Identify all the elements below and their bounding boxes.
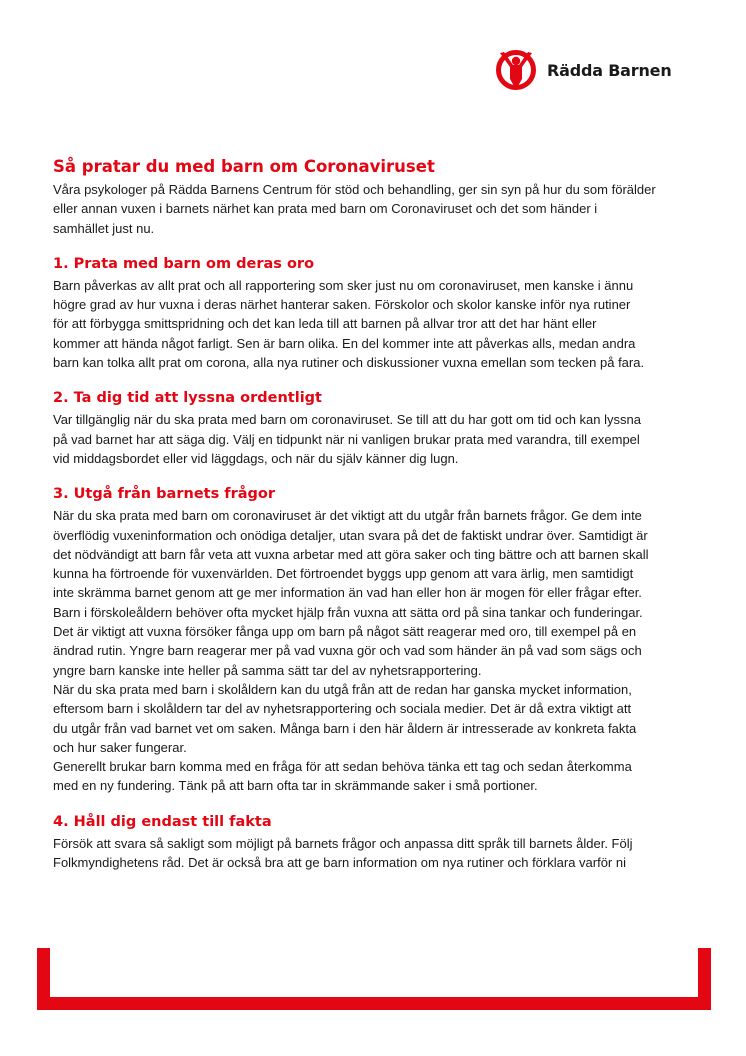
text-line: yngre barn kanske inte heller på samma sätt tar del av nyhetsrapportering.: [53, 662, 482, 678]
text-line: samhället just nu.: [53, 220, 155, 236]
text-line: Folkmyndighetens råd. Det är också bra att ge barn information om nya rutiner och förklara varför ni: [53, 855, 626, 871]
logo: [496, 50, 672, 90]
intro-paragraph: [53, 180, 698, 238]
section-paragraph: [53, 276, 698, 372]
figure-arms-up-icon: [496, 50, 540, 90]
text-line: Våra psykologer på Rädda Barnens Centrum för stöd och behandling, ger sin syn på hur du som förälder: [53, 182, 656, 197]
page-title: Så pratar du med barn om Coronaviruset: [53, 157, 435, 176]
section-heading: 2. Ta dig tid att lyssna ordentligt: [53, 390, 322, 407]
text-line: ändrad rutin. Yngre barn reagerar mer på vad vuxna gör och vad som händer än på vad som sägs och: [53, 643, 642, 659]
footer-red-frame: [37, 948, 711, 1010]
section-paragraph: [53, 410, 698, 468]
text-line: det nödvändigt att barn får veta att vuxna arbetar med att göra saker och ting bättre och att barnen skall: [53, 546, 649, 562]
text-line: Det är viktigt att vuxna försöker fånga upp om barn på något sätt reagerar med oro, till exempel på en: [53, 624, 637, 640]
text-line: med en ny fundering. Tänk på att barn ofta tar in skrämmande saker i små portioner.: [53, 778, 538, 794]
text-line: för att förbygga smittspridning och det kan leda till att barnen på allvar tror att det har hänt eller: [53, 316, 597, 332]
text-line: Generellt brukar barn komma med en fråga för att sedan behöva tänka ett tag och sedan återkomma: [53, 759, 632, 775]
text-line: på vad barnet har att säga dig. Välj en tidpunkt när ni vanligen brukar prata med varandra, till exempel: [53, 431, 640, 447]
section-paragraph: [53, 834, 698, 873]
logo-text: Rädda Barnen: [547, 60, 672, 80]
text-line: Barn påverkas av allt prat och all rapportering som sker just nu om coronaviruset, men kanske i ännu: [53, 277, 634, 293]
text-line: du utgår från vad barnet vet om saken. Många barn i den här åldern är intresserade av konkreta fakta: [53, 720, 637, 736]
text-line: eftersom barn i skolåldern tar del av nyhetsrapportering och sociala medier. Det är då extra viktigt att: [53, 701, 632, 717]
text-line: högre grad av hur vuxna i deras närhet hanterar saken. Förskolor och skolor kanske inför nya rutiner: [53, 297, 631, 313]
text-line: Var tillgänglig när du ska prata med barn om coronaviruset. Se till att du har gott om tid och kan lyssna: [53, 412, 641, 428]
text-line: överflödig vuxeninformation och onödiga detaljer, utan svara på det de faktiskt undrar över. Samtidigt är: [53, 527, 648, 543]
text-line: När du ska prata med barn om coronaviruset är det viktigt att du utgår från barnets frågor. Ge dem inte: [53, 508, 642, 524]
text-line: vid middagsbordet eller vid läggdags, och när du själv känner dig lugn.: [53, 450, 459, 466]
text-line: kunna ha förtroende för vuxenvärlden. Det förtroendet byggs upp genom att vara ärlig, men samtidigt: [53, 566, 634, 582]
text-line: barn kan tolka allt prat om corona, alla nya rutiner och diskussioner vuxna emellan som tecken på fara.: [53, 355, 645, 371]
text-line: Försök att svara så sakligt som möjligt på barnets frågor och anpassa ditt språk till barnets ålder. Följ: [53, 835, 633, 851]
text-line: När du ska prata med barn i skolåldern kan du utgå från att de redan har ganska mycket information,: [53, 681, 632, 697]
section-heading: 4. Håll dig endast till fakta: [53, 813, 272, 830]
text-line: eller annan vuxen i barnets närhet kan prata med barn om Coronaviruset och det som händer i: [53, 201, 598, 217]
document-body: [53, 157, 698, 872]
text-line: och hur saker fungerar.: [53, 739, 187, 755]
text-line: Barn i förskoleåldern behöver ofta mycket hjälp från vuxna att sätta ord på sina tankar och funderingar.: [53, 604, 643, 620]
text-line: kommer att hända något farligt. Sen är barn olika. En del kommer inte att påverkas alls, medan andra: [53, 335, 636, 351]
section-heading: 3. Utgå från barnets frågor: [53, 486, 275, 503]
section-heading: 1. Prata med barn om deras oro: [53, 255, 315, 272]
text-line: inte skrämma barnet genom att ge mer information än vad han eller hon är mogen för eller frågar efter.: [53, 585, 642, 601]
section-paragraph: [53, 506, 698, 795]
